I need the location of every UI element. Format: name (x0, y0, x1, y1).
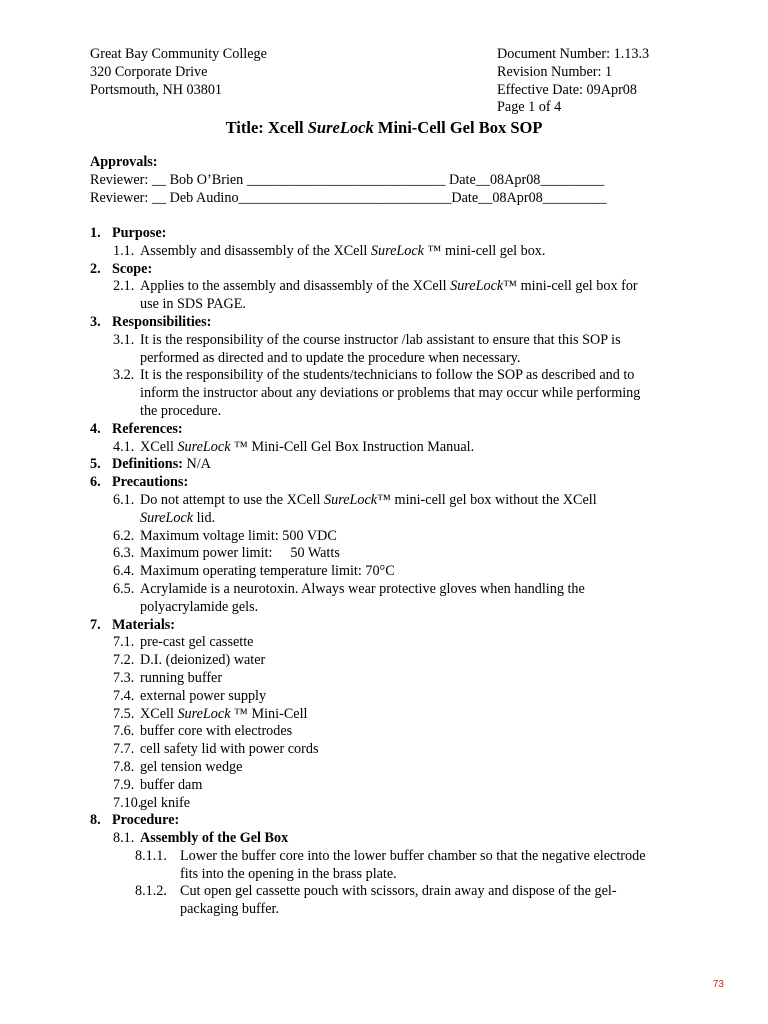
item-number: 1.1. (113, 242, 135, 259)
item-italic: SureLock (450, 278, 504, 295)
item-text: Maximum operating temperature limit: 70°C (140, 563, 395, 580)
material-item (90, 777, 690, 795)
document-title (0, 119, 768, 137)
item-number: 7.8. (113, 758, 135, 775)
section-number: 5. (90, 456, 101, 473)
item-text: ™ Mini-Cell Gel Box Instruction Manual. (230, 438, 475, 455)
item-6-4 (90, 563, 690, 581)
document-number: Document Number: 1.13.3 (497, 46, 650, 62)
item-italic: SureLock (140, 509, 194, 526)
item-value: 50 Watts (290, 545, 340, 562)
item-2-1-cont: use in SDS PAGE. (140, 296, 246, 313)
item-text: Maximum power limit: (140, 545, 273, 562)
item-text: Applies to the assembly and disassembly of the XCell (140, 278, 451, 295)
item-number: 7.10. (113, 794, 142, 811)
material-item (90, 759, 690, 777)
material-item (90, 706, 690, 724)
org-city: Portsmouth, NH 03801 (90, 81, 223, 98)
org-street: 320 Corporate Drive (90, 63, 208, 80)
material-item (90, 652, 690, 670)
sop-body (90, 225, 690, 919)
item-text: cell safety lid with power cords (140, 741, 319, 758)
item-3-2-cont: inform the instructor about any deviations or problems that may occur while performing (140, 385, 641, 402)
item-text: XCell (140, 438, 178, 455)
item-3-2-cont: the procedure. (140, 402, 222, 419)
section-value: N/A (182, 456, 211, 473)
item-text: Do not attempt to use the XCell (140, 491, 325, 508)
reviewer-line-1: Reviewer: __ Bob O’Brien ____________________________ Date__08Apr08_________ (90, 171, 605, 188)
step-number: 8.1.1. (135, 847, 167, 864)
item-6-3 (90, 545, 690, 563)
section-number: 1. (90, 225, 101, 241)
section-number: 7. (90, 616, 101, 633)
item-text: ™ Mini-Cell (230, 705, 308, 722)
title-prefix: Title: Xcell (225, 118, 308, 137)
item-heading: Assembly of the Gel Box (140, 830, 289, 847)
section-label: Purpose: (112, 225, 167, 241)
item-text: It is the responsibility of the course instructor /lab assistant to ensure that this SOP is (140, 331, 621, 348)
item-number: 2.1. (113, 278, 135, 295)
approvals-block (90, 154, 607, 207)
section-materials (90, 617, 690, 635)
item-text: ™ mini-cell gel box without the XCell (377, 491, 597, 508)
section-label: Precautions: (112, 474, 189, 491)
item-text: gel tension wedge (140, 758, 243, 775)
item-3-1-cont: performed as directed and to update the procedure when necessary. (140, 349, 521, 366)
section-number: 8. (90, 812, 101, 829)
title-suffix: Mini-Cell Gel Box SOP (373, 118, 543, 137)
material-item (90, 634, 690, 652)
step-8-1-1-cont: fits into the opening in the brass plate. (180, 865, 397, 882)
section-label: Procedure: (112, 812, 180, 829)
section-label: Definitions: (112, 456, 183, 473)
item-number: 3.2. (113, 367, 135, 384)
step-8-1-2-cont: packaging buffer. (180, 901, 280, 918)
item-3-1 (90, 332, 690, 350)
section-number: 2. (90, 260, 101, 277)
effective-date: Effective Date: 09Apr08 (497, 81, 637, 98)
item-1-1 (90, 243, 690, 261)
item-number: 6.3. (113, 545, 135, 562)
item-6-2 (90, 528, 690, 546)
item-text: pre-cast gel cassette (140, 634, 254, 651)
item-number: 7.2. (113, 652, 135, 669)
item-number: 3.1. (113, 331, 135, 348)
organization-address (90, 46, 267, 99)
section-number: 4. (90, 420, 101, 437)
item-text: Maximum voltage limit: 500 VDC (140, 527, 337, 544)
page-indicator: Page 1 of 4 (497, 99, 562, 116)
item-text: running buffer (140, 669, 223, 686)
section-label: Scope: (112, 260, 153, 277)
section-procedure (90, 812, 690, 830)
section-number: 3. (90, 313, 101, 330)
title-italic: SureLock (307, 118, 374, 137)
step-text: Cut open gel cassette pouch with scissors, drain away and dispose of the gel- (180, 883, 617, 900)
material-item (90, 670, 690, 688)
item-italic: SureLock (177, 438, 231, 455)
item-text: external power supply (140, 687, 267, 704)
material-item (90, 741, 690, 759)
step-8-1-2 (90, 883, 690, 901)
item-text: It is the responsibility of the students/technicians to follow the SOP as described and to (140, 367, 635, 384)
item-text: gel knife (140, 794, 191, 811)
item-text: D.I. (deionized) water (140, 652, 266, 669)
item-number: 7.9. (113, 776, 135, 793)
item-3-2 (90, 367, 690, 385)
item-4-1 (90, 439, 690, 457)
item-number: 6.1. (113, 491, 135, 508)
item-number: 6.4. (113, 563, 135, 580)
item-number: 7.1. (113, 634, 135, 651)
section-responsibilities (90, 314, 690, 332)
item-text: Acrylamide is a neurotoxin. Always wear protective gloves when handling the (140, 580, 585, 597)
step-text: Lower the buffer core into the lower buffer chamber so that the negative electrode (180, 847, 646, 864)
page-number: 73 (712, 979, 724, 990)
item-text: buffer core with electrodes (140, 723, 293, 740)
section-references (90, 421, 690, 439)
item-6-5-cont: polyacrylamide gels. (140, 598, 259, 615)
item-number: 8.1. (113, 830, 135, 847)
item-number: 4.1. (113, 438, 135, 455)
item-6-1-cont (90, 510, 690, 528)
item-number: 7.3. (113, 669, 135, 686)
step-number: 8.1.2. (135, 883, 167, 900)
section-definitions (90, 456, 690, 474)
section-precautions (90, 474, 690, 492)
section-number: 6. (90, 474, 101, 491)
revision-number: Revision Number: 1 (497, 63, 613, 80)
section-purpose (90, 225, 690, 243)
reviewer-line-2: Reviewer: __ Deb Audino______________________________Date__08Apr08_________ (90, 189, 607, 206)
item-number: 6.2. (113, 527, 135, 544)
section-label: References: (112, 420, 183, 437)
approvals-heading: Approvals: (90, 154, 158, 170)
section-label: Responsibilities: (112, 313, 212, 330)
item-number: 7.7. (113, 741, 135, 758)
section-scope (90, 261, 690, 279)
item-text: ™ mini-cell gel box. (423, 242, 546, 259)
item-number: 7.4. (113, 687, 135, 704)
item-italic: SureLock (370, 242, 424, 259)
org-name: Great Bay Community College (90, 46, 267, 62)
item-text: buffer dam (140, 776, 203, 793)
item-text: Assembly and disassembly of the XCell (140, 242, 371, 259)
material-item (90, 795, 690, 813)
step-8-1-1 (90, 848, 690, 866)
section-label: Materials: (112, 616, 176, 633)
item-number: 7.6. (113, 723, 135, 740)
item-text: ™ mini-cell gel box for (503, 278, 638, 295)
item-number: 7.5. (113, 705, 135, 722)
item-text: lid. (193, 509, 216, 526)
material-item (90, 723, 690, 741)
item-text: XCell (140, 705, 178, 722)
item-italic: SureLock (324, 491, 378, 508)
item-2-1 (90, 278, 690, 296)
item-6-5 (90, 581, 690, 599)
document-info (497, 46, 649, 117)
item-number: 6.5. (113, 580, 135, 597)
item-italic: SureLock (177, 705, 231, 722)
item-6-1 (90, 492, 690, 510)
item-8-1 (90, 830, 690, 848)
material-item (90, 688, 690, 706)
